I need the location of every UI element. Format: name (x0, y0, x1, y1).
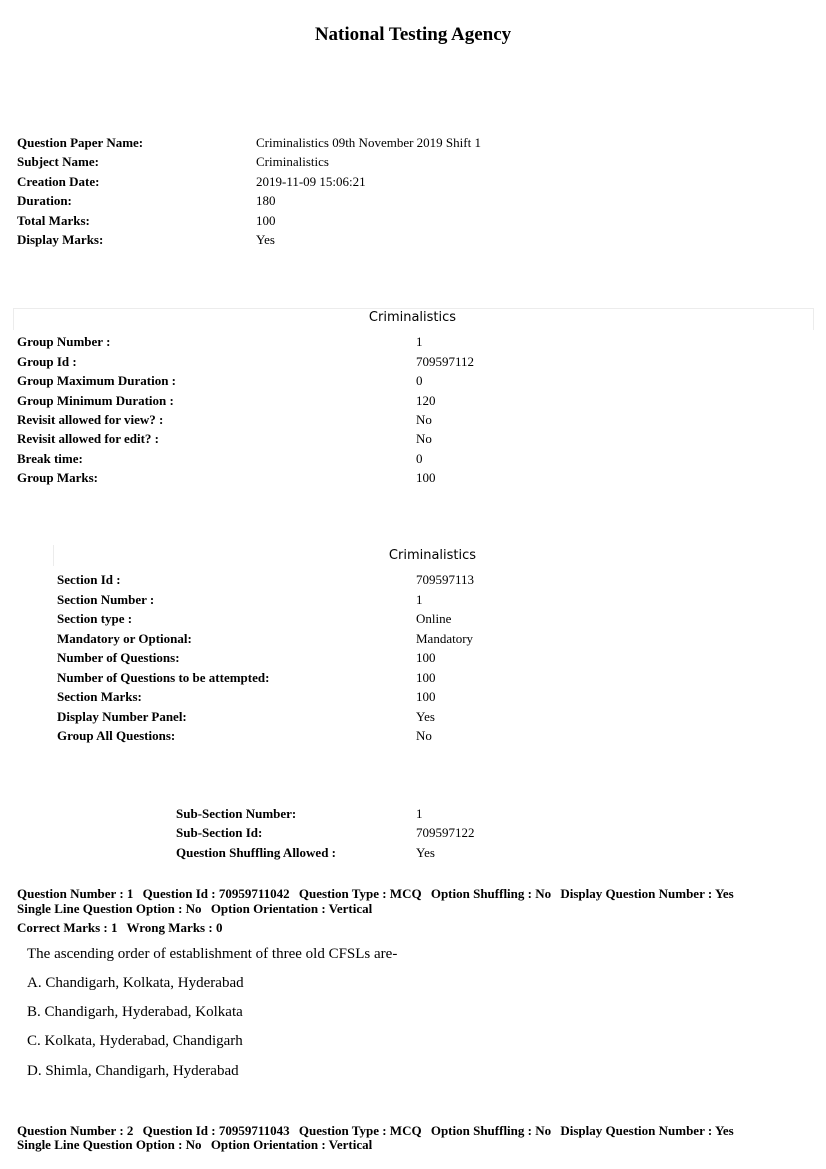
field-value: 1 (416, 806, 423, 821)
field-value: 1 (416, 334, 423, 349)
field-label: Group Maximum Duration : (17, 373, 177, 388)
field-value: Mandatory (416, 631, 474, 646)
field-value: No (416, 431, 432, 446)
field-label: Creation Date: (17, 174, 100, 189)
field-value: 0 (416, 373, 423, 388)
field-value: No (416, 412, 432, 427)
question-id: Question Id : 70959711042 (142, 886, 290, 901)
field-label: Group Marks: (17, 470, 99, 485)
display-question-number: Display Question Number : Yes (560, 1123, 734, 1138)
question-meta-line (17, 886, 740, 901)
field-value: Yes (416, 709, 435, 724)
question-type: Question Type : MCQ (298, 1123, 422, 1138)
page-title: National Testing Agency (314, 24, 512, 45)
field-value: 709597122 (416, 825, 475, 840)
field-label: Section Number : (57, 592, 155, 607)
field-label: Group All Questions: (57, 728, 176, 743)
field-label: Subject Name: (17, 154, 99, 169)
field-label: Question Paper Name: (17, 135, 144, 150)
field-value: 100 (416, 650, 436, 665)
question-meta-line (17, 1123, 740, 1138)
option-shuffling: Option Shuffling : No (430, 1123, 552, 1138)
option-c: C. Kolkata, Hyderabad, Chandigarh (27, 1033, 243, 1049)
field-label: Question Shuffling Allowed : (176, 845, 337, 860)
field-label: Section Marks: (57, 689, 142, 704)
option-b: B. Chandigarh, Hyderabad, Kolkata (27, 1004, 243, 1020)
field-label: Total Marks: (17, 213, 90, 228)
question-text: The ascending order of establishment of three old CFSLs are- (27, 946, 398, 962)
option-shuffling: Option Shuffling : No (430, 886, 552, 901)
field-value: Online (416, 611, 452, 626)
question-id: Question Id : 70959711043 (142, 1123, 290, 1138)
field-label: Section Id : (57, 572, 121, 587)
field-value: 0 (416, 451, 423, 466)
question-meta-line (17, 1137, 378, 1152)
option-orientation: Option Orientation : Vertical (210, 901, 373, 916)
question-number: Question Number : 1 (17, 886, 134, 901)
field-value: 100 (416, 670, 436, 685)
field-value: Yes (256, 232, 275, 247)
field-value: Yes (416, 845, 435, 860)
field-label: Mandatory or Optional: (57, 631, 192, 646)
field-label: Revisit allowed for view? : (17, 412, 164, 427)
field-value: 100 (256, 213, 276, 228)
field-value: 709597113 (416, 572, 475, 587)
field-value: Criminalistics 09th November 2019 Shift 1 (256, 135, 481, 150)
field-value: 2019-11-09 15:06:21 (256, 174, 366, 189)
field-label: Group Id : (17, 354, 77, 369)
field-label: Display Marks: (17, 232, 104, 247)
field-value: No (416, 728, 432, 743)
field-value: 100 (416, 689, 436, 704)
field-value: 180 (256, 193, 276, 208)
field-value: 100 (416, 470, 436, 485)
field-label: Duration: (17, 193, 72, 208)
field-label: Number of Questions to be attempted: (57, 670, 270, 685)
field-value: 1 (416, 592, 423, 607)
field-value: 709597112 (416, 354, 475, 369)
question-marks-line (17, 920, 228, 935)
field-label: Group Number : (17, 334, 111, 349)
field-label: Sub-Section Number: (176, 806, 297, 821)
group-heading: Criminalistics (368, 310, 457, 325)
correct-marks: Correct Marks : 1 (17, 920, 118, 935)
option-orientation: Option Orientation : Vertical (210, 1137, 373, 1152)
question-type: Question Type : MCQ (298, 886, 422, 901)
field-label: Revisit allowed for edit? : (17, 431, 160, 446)
section-heading: Criminalistics (388, 548, 477, 563)
field-label: Sub-Section Id: (176, 825, 263, 840)
question-number: Question Number : 2 (17, 1123, 134, 1138)
field-label: Number of Questions: (57, 650, 180, 665)
field-value: 120 (416, 393, 436, 408)
single-line-option: Single Line Question Option : No (17, 1137, 202, 1152)
display-question-number: Display Question Number : Yes (560, 886, 734, 901)
field-label: Break time: (17, 451, 83, 466)
option-d: D. Shimla, Chandigarh, Hyderabad (27, 1063, 239, 1079)
wrong-marks: Wrong Marks : 0 (126, 920, 223, 935)
question-meta-line (17, 901, 378, 916)
field-label: Section type : (57, 611, 133, 626)
field-value: Criminalistics (256, 154, 329, 169)
field-label: Group Minimum Duration : (17, 393, 174, 408)
option-a: A. Chandigarh, Kolkata, Hyderabad (27, 975, 244, 991)
single-line-option: Single Line Question Option : No (17, 901, 202, 916)
field-label: Display Number Panel: (57, 709, 187, 724)
